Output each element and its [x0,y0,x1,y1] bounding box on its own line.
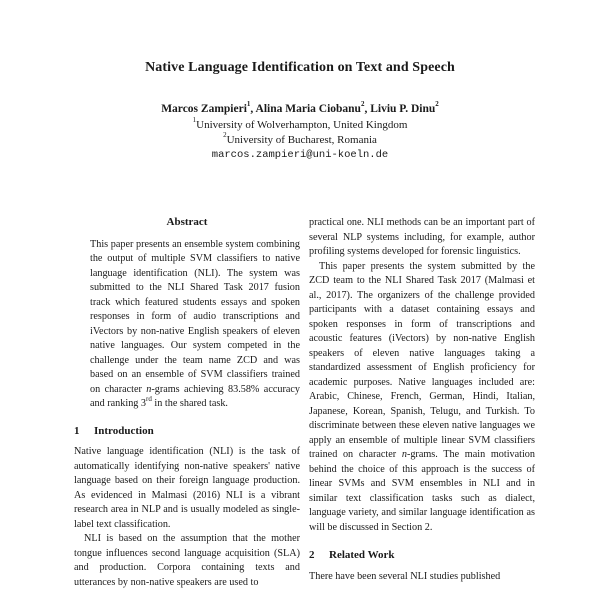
author-name: Marcos Zampieri [161,103,247,115]
author-name: Liviu P. Dinu [370,103,436,115]
intro-paragraph: NLI is based on the assumption that the mother tongue influences second language acquisition (SLA) and production. Corpora containing texts and utterances by non-native speakers are used to [74,533,300,588]
author-affil-mark: 1 [246,100,251,109]
author-email: marcos.zampieri@uni-koeln.de [211,149,389,161]
abstract-body [74,238,312,412]
abstract-heading: Abstract [166,216,208,228]
body-paragraph: This paper presents the system submitted by the ZCD team to the NLI Shared Task 2017 (Malmasi et al., 2017). The organizers of the challenge provided participants with a dataset containing essays and spoken responses in form of transcriptions and acoustic features (iVectors) by non-native English speakers of eleven native languages taking a standardized assessment of English proficiency for academic purposes. Native languages included are: Arabic, Chinese, French, German, Hindi, Italian, Japanese, Korean, Spanish, Telugu, and Turkish. To discriminate between these eleven native languages we apply an ensemble of multiple linear SVM classifiers trained on character n-grams. The main motivation behind the choice of this approach is the success of linear SVMs and SVM ensembles in NLI and in similar text classification tasks such as dialect, language variety, and similar language identification as will be discussed in Section 2. [309,260,535,533]
author-list: Marcos Zampieri$^1$, Alina Maria Ciobanu$^2$, Liviu P. Dinu$^2$ [161,100,439,115]
author-affil-mark: 2 [435,100,439,109]
intro-paragraph: Native language identification (NLI) is the task of automatically identifying non-native speakers' native language based on their foreign language production. As evidenced in Malmasi (2016) NLI is a vibrant research area in NLP and is usually modeled as single-label text classification. [74,446,300,530]
affiliation-1: $^1$University of Wolverhampton, United Kingdom [192,116,408,131]
affiliation-2: $^2$University of Bucharest, Romania [223,131,377,146]
right-column [309,216,535,584]
section-heading-introduction: 1 Introduction [74,424,154,437]
section-heading-related-work: 2 Related Work [309,549,395,561]
left-column [74,215,300,590]
related-paragraph: There have been several NLI studies published [309,570,501,582]
author-affil-mark: 2 [360,100,365,109]
author-name: Alina Maria Ciobanu [255,103,361,115]
body-paragraph: practical one. NLI methods can be an important part of several NLP systems including, for example, author profiling systems developed for forensic linguistics. [309,217,535,257]
abstract-text: This paper presents an ensemble system combining the output of multiple SVM classifiers to native language identification (NLI). The system was submitted to the NLI Shared Task 2017 fusion track which featured students essays and spoken responses in form of audio transcriptions and iVectors by non-native English speakers of eleven native languages. Our system competed in the challenge under the team name ZCD and was based on an ensemble of SVM classifiers trained on character n-grams achieving 83.58% accuracy and ranking 3rd in the shared task. [90,238,300,409]
paper-title: Native Language Identification on Text and Speech [145,60,455,75]
